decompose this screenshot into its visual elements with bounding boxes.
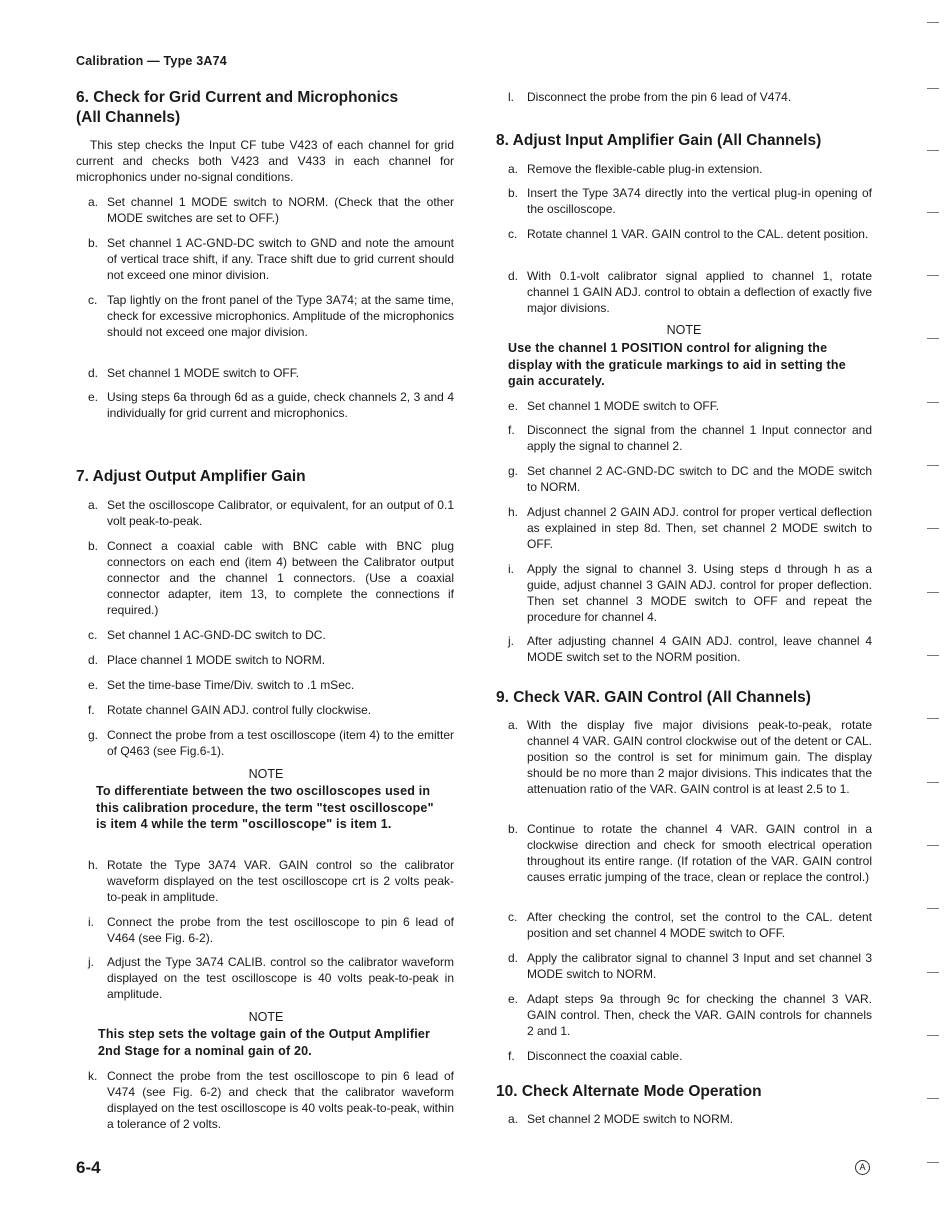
list-item: l. Disconnect the probe from the pin 6 lead of V474. bbox=[508, 90, 792, 104]
note-title: NOTE bbox=[248, 767, 284, 781]
edge-tick bbox=[927, 150, 939, 151]
list-item: d. With 0.1-volt calibrator signal applied to channel 1, rotate channel 1 GAIN ADJ. control to obtain a deflection of exactly five major divisions. bbox=[508, 269, 872, 315]
list-item: i. Connect the probe from the test oscilloscope to pin 6 lead of V464 (see Fig. 6-2). bbox=[88, 915, 454, 945]
note-title: NOTE bbox=[248, 1010, 284, 1024]
edge-tick bbox=[927, 528, 939, 529]
list-item: j. After adjusting channel 4 GAIN ADJ. control, leave channel 4 MODE switch set to the NORM position. bbox=[508, 634, 872, 664]
edge-tick bbox=[927, 402, 939, 403]
edge-tick bbox=[927, 465, 939, 466]
edge-tick bbox=[927, 972, 939, 973]
list-item: f. Disconnect the signal from the channel 1 Input connector and apply the signal to channel 2. bbox=[508, 423, 872, 453]
list-item: c. Rotate channel 1 VAR. GAIN control to the CAL. detent position. bbox=[508, 227, 869, 241]
list-item: e. Using steps 6a through 6d as a guide, check channels 2, 3 and 4 individually for grid current and microphonics. bbox=[88, 390, 454, 420]
edge-tick bbox=[927, 88, 939, 89]
edge-tick bbox=[927, 338, 939, 339]
section-8-title: 8. Adjust Input Amplifier Gain (All Channels) bbox=[496, 132, 822, 149]
list-item: g. Connect the probe from a test oscilloscope (item 4) to the emitter of Q463 (see Fig.6-1). bbox=[88, 728, 454, 758]
list-item: c. After checking the control, set the control to the CAL. detent position and set channel 4 MODE switch to OFF. bbox=[508, 910, 872, 940]
list-item: e. Set the time-base Time/Div. switch to .1 mSec. bbox=[88, 678, 355, 692]
list-item: a. With the display five major divisions peak-to-peak, rotate channel 4 VAR. GAIN control clockwise out of the detent or CAL. position so the control is set for minimum gain. The display should be no more than 2 major divisions. This indicates that the attenuation ratio of the VAR. GAIN control is at least 2.5 to 1. bbox=[508, 718, 872, 796]
list-item: h. Adjust channel 2 GAIN ADJ. control for proper vertical deflection as explained in step 8d. Then, set channel 2 MODE switch to OFF. bbox=[508, 505, 872, 551]
note-text: This step sets the voltage gain of the Output Amplifier 2nd Stage for a nominal gain of 20. bbox=[98, 1027, 431, 1058]
note-text: To differentiate between the two oscilloscopes used in this calibration procedure, the term "test oscilloscope" is item 4 while the term "oscilloscope" is item 1. bbox=[96, 784, 434, 831]
list-item: h. Rotate the Type 3A74 VAR. GAIN control so the calibrator waveform displayed on the test oscilloscope crt is 2 volts peak-to-peak in amplitude. bbox=[88, 858, 454, 904]
edge-tick bbox=[927, 908, 939, 909]
edge-tick bbox=[927, 718, 939, 719]
list-item: a. Set channel 1 MODE switch to NORM. (Check that the other MODE switches are set to OFF.) bbox=[88, 195, 454, 225]
edge-tick bbox=[927, 1098, 939, 1099]
note-text: Use the channel 1 POSITION control for aligning the display with the graticule markings to aid in setting the gain accurately. bbox=[508, 341, 846, 388]
company-logo-mark: A bbox=[855, 1160, 870, 1175]
section-6-intro: This step checks the Input CF tube V423 of each channel for grid current and checks both V423 and V433 in each channel for microphonics under no-signal conditions. bbox=[76, 138, 454, 184]
edge-tick bbox=[927, 1035, 939, 1036]
list-item: a. Remove the flexible-cable plug-in extension. bbox=[508, 162, 763, 176]
section-9-title: 9. Check VAR. GAIN Control (All Channels) bbox=[496, 689, 811, 706]
list-item: i. Apply the signal to channel 3. Using steps d through h as a guide, adjust channel 3 GAIN ADJ. control for proper deflection. Then set channel 3 MODE switch to OFF and repeat the procedure for channel 4. bbox=[508, 562, 872, 624]
list-item: b. Insert the Type 3A74 directly into the vertical plug-in opening of the oscilloscope. bbox=[508, 186, 872, 216]
list-item: a. Set the oscilloscope Calibrator, or equivalent, for an output of 0.1 volt peak-to-peak. bbox=[88, 498, 454, 528]
edge-tick bbox=[927, 845, 939, 846]
list-item: b. Connect a coaxial cable with BNC cable with BNC plug connectors on each end (item 4) between the Calibrator output connector and the channel 1 connectors. (Use a coaxial connector adapter, item 13, to complete the connections if required.) bbox=[88, 539, 454, 617]
list-item: e. Adapt steps 9a through 9c for checking the channel 3 VAR. GAIN control. Then, check the VAR. GAIN controls for channels 2 and 1. bbox=[508, 992, 872, 1038]
list-item: j. Adjust the Type 3A74 CALIB. control so the calibrator waveform displayed on the test oscilloscope is 40 volts peak-to-peak in amplitude. bbox=[88, 955, 454, 1001]
list-item: b. Continue to rotate the channel 4 VAR. GAIN control in a clockwise direction and check for smooth electrical operation throughout its entire range. (If rotation of the VAR. GAIN control causes erratic jumping of the trace, clean or replace the control.) bbox=[508, 822, 872, 884]
list-item: g. Set channel 2 AC-GND-DC switch to DC and the MODE switch to NORM. bbox=[508, 464, 872, 494]
list-item: f. Disconnect the coaxial cable. bbox=[508, 1049, 683, 1063]
page-number: 6-4 bbox=[76, 1158, 101, 1177]
list-item: d. Apply the calibrator signal to channel 3 Input and set channel 3 MODE switch to NORM. bbox=[508, 951, 872, 981]
edge-tick bbox=[927, 782, 939, 783]
list-item: d. Set channel 1 MODE switch to OFF. bbox=[88, 366, 300, 380]
edge-tick bbox=[927, 212, 939, 213]
list-item: e. Set channel 1 MODE switch to OFF. bbox=[508, 399, 720, 413]
list-item: k. Connect the probe from the test oscilloscope to pin 6 lead of V474 (see Fig. 6-2) and check that the calibrator waveform displayed on the test oscilloscope is 40 volts peak-to-peak, within a tolerance of 2 volts. bbox=[88, 1069, 454, 1131]
edge-tick bbox=[927, 275, 939, 276]
section-6-title-line1: 6. Check for Grid Current and Microphonics bbox=[76, 89, 399, 106]
section-7-title: 7. Adjust Output Amplifier Gain bbox=[76, 468, 306, 485]
list-item: b. Set channel 1 AC-GND-DC switch to GND and note the amount of vertical trace shift, if any. Trace shift due to grid current should not exceed one minor division. bbox=[88, 236, 454, 282]
note-title: NOTE bbox=[666, 323, 702, 337]
edge-tick bbox=[927, 655, 939, 656]
list-item: c. Tap lightly on the front panel of the Type 3A74; at the same time, check for excessive microphonics. Amplitude of the microphonics should not exceed one major division. bbox=[88, 293, 454, 339]
edge-tick bbox=[927, 1162, 939, 1163]
section-6-title bbox=[76, 88, 456, 128]
list-item: d. Place channel 1 MODE switch to NORM. bbox=[88, 653, 326, 667]
page-header: Calibration — Type 3A74 bbox=[76, 54, 227, 68]
section-6-title-line2: (All Channels) bbox=[76, 109, 181, 126]
list-item: a. Set channel 2 MODE switch to NORM. bbox=[508, 1112, 734, 1126]
list-item: f. Rotate channel GAIN ADJ. control fully clockwise. bbox=[88, 703, 372, 717]
list-item: c. Set channel 1 AC-GND-DC switch to DC. bbox=[88, 628, 326, 642]
section-10-title: 10. Check Alternate Mode Operation bbox=[496, 1083, 762, 1100]
edge-tick bbox=[927, 592, 939, 593]
edge-tick bbox=[927, 22, 939, 23]
